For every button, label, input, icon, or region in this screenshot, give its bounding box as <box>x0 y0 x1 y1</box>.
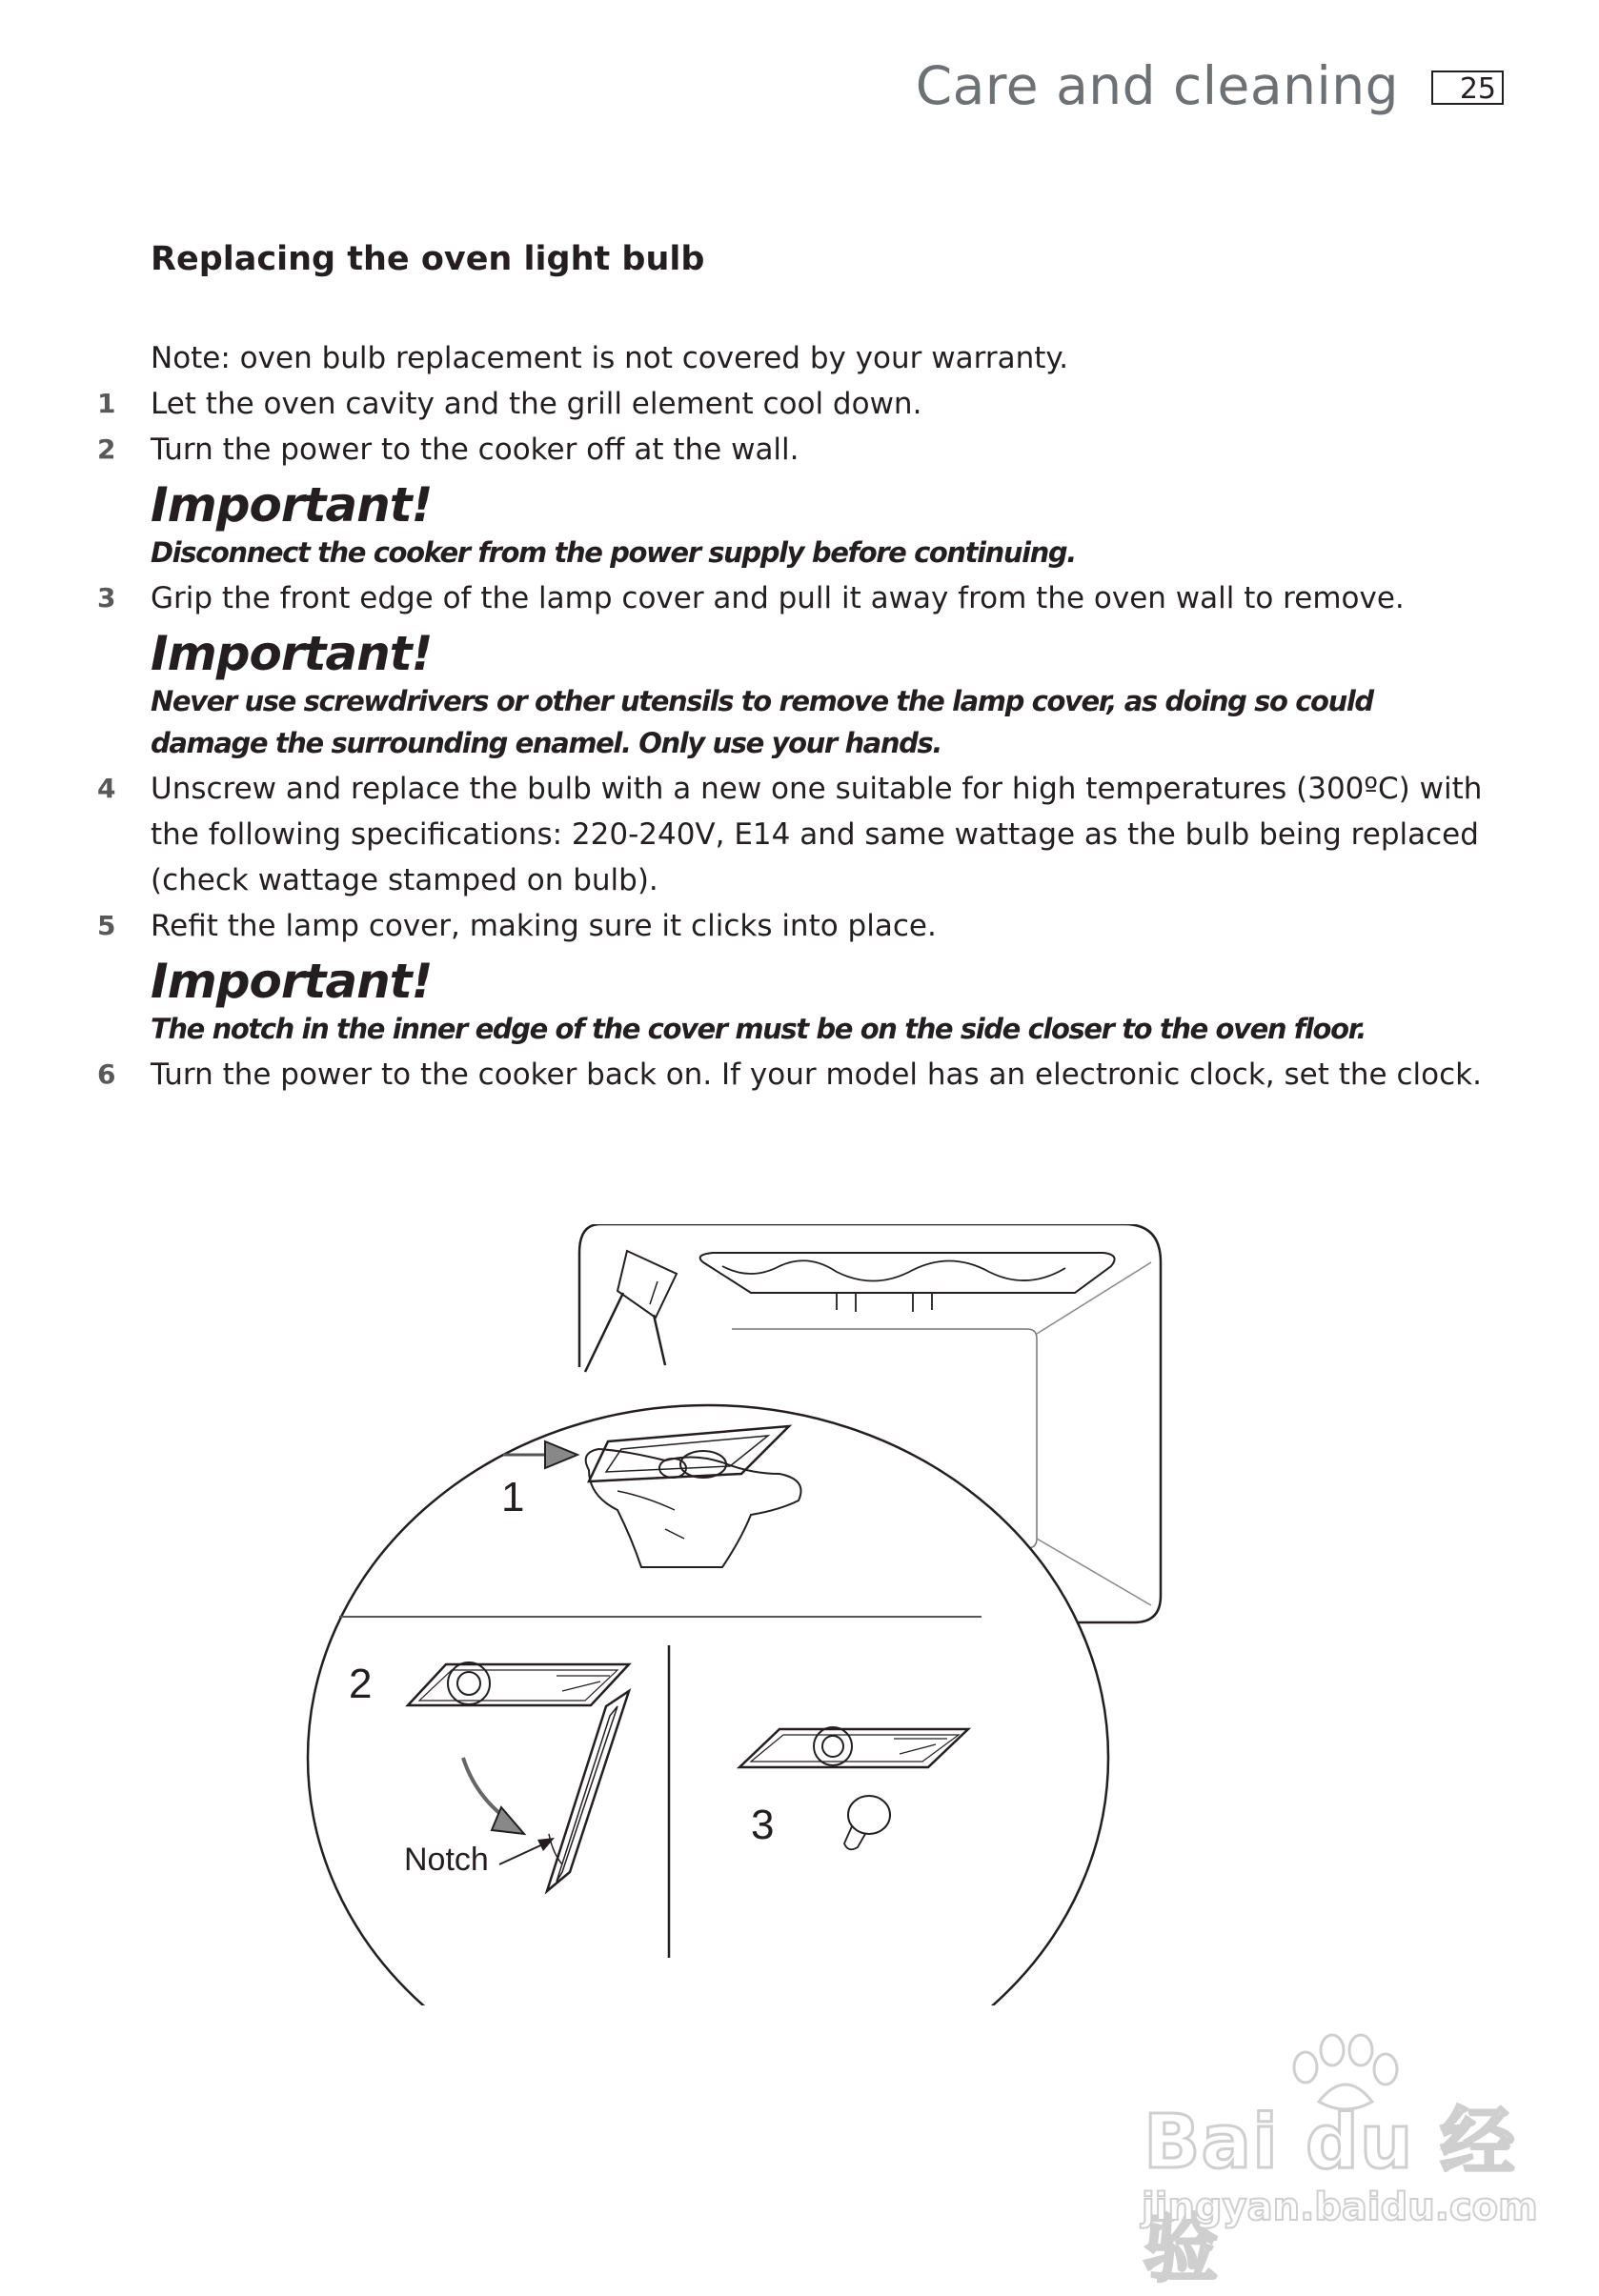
step <box>97 381 1485 427</box>
step-text: Refit the lamp cover, making sure it clicks into place. <box>151 909 937 943</box>
important-notice <box>151 478 1485 574</box>
important-notice <box>151 627 1485 764</box>
callout-line-left <box>585 1293 623 1372</box>
figure-label-1: 1 <box>501 1474 525 1521</box>
important-text: Disconnect the cooker from the power supply before continuing. <box>151 536 1076 569</box>
step-text: Turn the power to the cooker back on. If your model has an electronic clock, set the clock. <box>151 1057 1482 1092</box>
subheading: Replacing the oven light bulb <box>151 240 705 278</box>
step <box>97 903 1485 949</box>
baidu-watermark <box>1134 2029 1538 2292</box>
watermark-url: jingyan.baidu.com <box>1142 2185 1538 2229</box>
step-number: 5 <box>97 910 116 941</box>
page-number: 25 <box>1431 70 1504 105</box>
important-notice <box>151 955 1485 1050</box>
section-title: Care and cleaning <box>915 55 1399 116</box>
important-title: Important! <box>151 954 433 1009</box>
notch-label: Notch <box>404 1842 489 1878</box>
step-text: Let the oven cavity and the grill element cool down. <box>151 387 922 421</box>
step-number: 2 <box>97 433 116 465</box>
step-text: Unscrew and replace the bulb with a new one suitable for high temperatures (300ºC) with the following specifications: 220-240V, E14 and same wattage as the bulb being replaced (check wattage stamped on bulb). <box>151 772 1483 897</box>
step-text: Turn the power to the cooker off at the wall. <box>151 433 800 467</box>
main-content <box>97 240 1485 1098</box>
page-header <box>916 55 1504 116</box>
watermark-brand: Bai du 经验 <box>1144 2100 1516 2292</box>
step-number: 6 <box>97 1058 116 1090</box>
step <box>97 766 1485 903</box>
step <box>97 575 1485 621</box>
warranty-note: Note: oven bulb replacement is not covered by your warranty. <box>151 341 1069 375</box>
step-number: 4 <box>97 773 116 804</box>
step-number: 1 <box>97 388 116 419</box>
important-text: The notch in the inner edge of the cover must be on the side closer to the oven floor. <box>151 1013 1366 1045</box>
important-title: Important! <box>151 477 433 533</box>
figure-label-2: 2 <box>349 1661 373 1707</box>
callout-line-right <box>654 1315 665 1365</box>
lamp-replacement-illustration <box>303 1224 1172 2005</box>
important-title: Important! <box>151 626 433 681</box>
step-number: 3 <box>97 582 116 614</box>
important-text: Never use screwdrivers or other utensils to remove the lamp cover, as doing so could damage the surrounding enamel. Only use your hands. <box>151 685 1373 759</box>
step <box>97 1052 1485 1098</box>
step <box>97 427 1485 473</box>
step-text: Grip the front edge of the lamp cover and pull it away from the oven wall to remove. <box>151 581 1405 615</box>
figure-label-3: 3 <box>751 1802 775 1848</box>
illustration-drawing <box>303 1224 1172 2005</box>
